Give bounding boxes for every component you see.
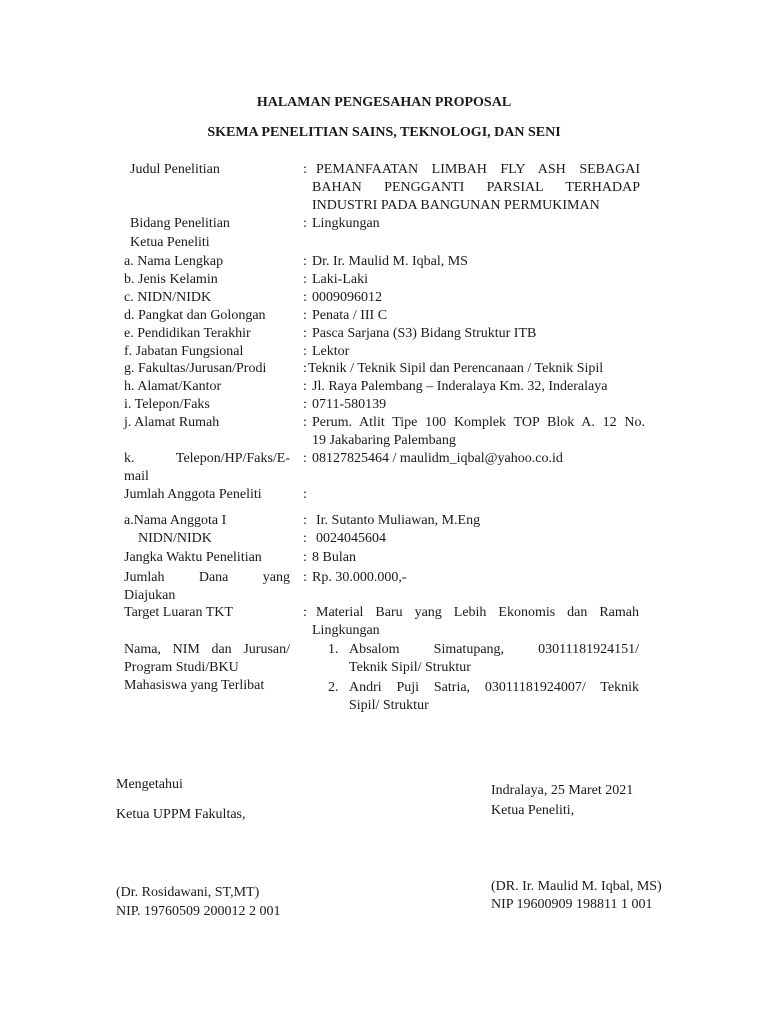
colon: : — [303, 162, 307, 177]
target-label: Target Luaran TKT — [124, 605, 233, 620]
colon: : — [303, 361, 307, 376]
pangkat-label: d. Pangkat dan Golongan — [124, 308, 266, 323]
ketua-heading: Ketua Peneliti — [130, 235, 210, 250]
bidang-label: Bidang Penelitian — [130, 216, 230, 231]
nama-value: Dr. Ir. Maulid M. Iqbal, MS — [312, 254, 468, 269]
mhs-label-line3: Mahasiswa yang Terlibat — [124, 678, 265, 693]
colon: : — [303, 272, 307, 287]
colon: : — [303, 216, 307, 231]
jangka-label: Jangka Waktu Penelitian — [124, 550, 262, 565]
anggota-label: a.Nama Anggota I — [124, 513, 227, 528]
colon: : — [303, 531, 307, 546]
rumah-value-line2: 19 Jakabaring Palembang — [312, 433, 456, 448]
pendidikan-value: Pasca Sarjana (S3) Bidang Struktur ITB — [312, 326, 537, 341]
target-value-line1: Material Baru yang Lebih Ekonomis dan Ramah — [316, 605, 639, 620]
mhs1-line1: Absalom Simatupang, 03011181924151/ — [349, 642, 639, 657]
right-signer-name: (DR. Ir. Maulid M. Iqbal, MS) — [491, 879, 662, 894]
place-date: Indralaya, 25 Maret 2021 — [491, 783, 634, 798]
hp-label-line1: k. Telepon/HP/Faks/E- — [124, 451, 290, 466]
dana-value: Rp. 30.000.000,- — [312, 570, 407, 585]
telepon-label: i. Telepon/Faks — [124, 397, 210, 412]
jangka-value: 8 Bulan — [312, 550, 356, 565]
hp-label-line2: mail — [124, 469, 149, 484]
hp-value: 08127825464 / maulidm_iqbal@yahoo.co.id — [312, 451, 563, 466]
colon: : — [303, 254, 307, 269]
dana-label-line1: Jumlah Dana yang — [124, 570, 290, 585]
left-signer-nip: NIP. 19760509 200012 2 001 — [116, 904, 281, 919]
left-signer-name: (Dr. Rosidawani, ST,MT) — [116, 885, 260, 900]
anggota-value: Ir. Sutanto Muliawan, M.Eng — [316, 513, 481, 528]
colon: : — [303, 326, 307, 341]
bidang-value: Lingkungan — [312, 216, 380, 231]
fakultas-value: Teknik / Teknik Sipil dan Perencanaan / Teknik Sipil — [308, 361, 604, 376]
colon: : — [303, 513, 307, 528]
colon: : — [303, 487, 307, 502]
left-signer-role: Ketua UPPM Fakultas, — [116, 807, 246, 822]
telepon-value: 0711-580139 — [312, 397, 387, 412]
right-signer-role: Ketua Peneliti, — [491, 803, 575, 818]
colon: : — [303, 290, 307, 305]
colon: : — [303, 605, 307, 620]
dana-label-line2: Diajukan — [124, 588, 176, 603]
jabatan-value: Lektor — [312, 344, 350, 359]
anggota-nidn-label: NIDN/NIDK — [138, 531, 212, 546]
colon: : — [303, 308, 307, 323]
fakultas-label: g. Fakultas/Jurusan/Prodi — [124, 361, 267, 376]
colon: : — [303, 415, 307, 430]
alamat-value: Jl. Raya Palembang – Inderalaya Km. 32, Inderalaya — [312, 379, 608, 394]
mhs2-line2: Sipil/ Struktur — [349, 698, 429, 713]
alamat-label: h. Alamat/Kantor — [124, 379, 222, 394]
pendidikan-label: e. Pendidikan Terakhir — [124, 326, 251, 341]
colon: : — [303, 397, 307, 412]
mhs-label-line2: Program Studi/BKU — [124, 660, 239, 675]
jk-value: Laki-Laki — [312, 272, 368, 287]
nidn-value: 0009096012 — [312, 290, 382, 305]
right-signer-nip: NIP 19600909 198811 1 001 — [491, 897, 653, 912]
colon: : — [303, 550, 307, 565]
colon: : — [303, 344, 307, 359]
judul-value-line1: PEMANFAATAN LIMBAH FLY ASH SEBAGAI — [316, 162, 640, 177]
mhs2-line1: Andri Puji Satria, 03011181924007/ Teknik — [349, 680, 639, 695]
jumlah-anggota-label: Jumlah Anggota Peneliti — [124, 487, 262, 502]
mhs2-number: 2. — [328, 680, 339, 695]
anggota-nidn-value: 0024045604 — [316, 531, 386, 546]
page-subtitle: SKEMA PENELITIAN SAINS, TEKNOLOGI, DAN SENI — [207, 125, 561, 140]
colon: : — [303, 451, 307, 466]
mhs1-line2: Teknik Sipil/ Struktur — [349, 660, 471, 675]
judul-value-line2: BAHAN PENGGANTI PARSIAL TERHADAP — [312, 180, 640, 195]
nidn-label: c. NIDN/NIDK — [124, 290, 212, 305]
rumah-value-line1: Perum. Atlit Tipe 100 Komplek TOP Blok A. 12 No. — [312, 415, 645, 430]
colon: : — [303, 570, 307, 585]
target-value-line2: Lingkungan — [312, 623, 380, 638]
jabatan-label: f. Jabatan Fungsional — [124, 344, 244, 359]
jk-label: b. Jenis Kelamin — [124, 272, 218, 287]
judul-value-line3: INDUSTRI PADA BANGUNAN PERMUKIMAN — [312, 198, 600, 213]
mhs1-number: 1. — [328, 642, 339, 657]
page-title: HALAMAN PENGESAHAN PROPOSAL — [256, 95, 512, 110]
pangkat-value: Penata / III C — [312, 308, 388, 323]
mengetahui-label: Mengetahui — [116, 777, 183, 792]
mhs-label-line1: Nama, NIM dan Jurusan/ — [124, 642, 290, 657]
rumah-label: j. Alamat Rumah — [124, 415, 220, 430]
nama-label: a. Nama Lengkap — [124, 254, 224, 269]
colon: : — [303, 379, 307, 394]
judul-label: Judul Penelitian — [130, 162, 220, 177]
